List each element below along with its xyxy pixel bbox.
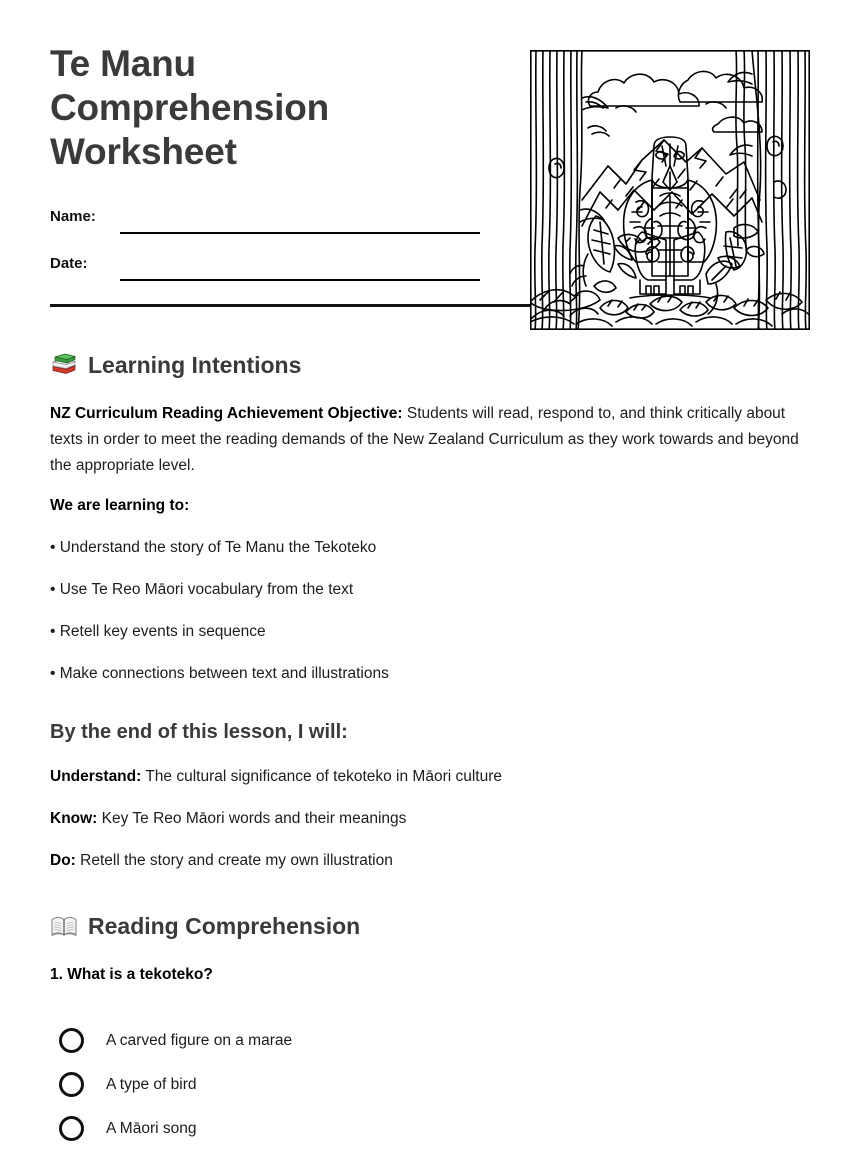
learning-bullet-3: • Retell key events in sequence xyxy=(50,623,266,640)
goal-do xyxy=(50,850,810,872)
question-1-text: 1. What is a tekoteko? xyxy=(50,966,213,983)
goal-do-text: Retell the story and create my own illustration xyxy=(80,852,393,869)
learning-bullet-2: • Use Te Reo Māori vocabulary from the text xyxy=(50,581,354,598)
question-1-option-1[interactable] xyxy=(50,1028,810,1053)
question-1-option-3[interactable] xyxy=(50,1116,810,1141)
goal-understand xyxy=(50,766,810,788)
learning-bullet-1: • Understand the story of Te Manu the Tekoteko xyxy=(50,539,377,556)
worksheet-header xyxy=(50,0,810,300)
question-1-option-1-label: A carved figure on a marae xyxy=(106,1031,293,1049)
goal-know-label: Know: xyxy=(50,810,98,827)
goal-do-label: Do: xyxy=(50,852,76,869)
goal-know-text: Key Te Reo Māori words and their meanings xyxy=(101,810,407,827)
name-field-label: Name: xyxy=(50,208,96,225)
section-heading-reading-comprehension xyxy=(50,912,810,940)
achievement-objective-label: NZ Curriculum Reading Achievement Objective: xyxy=(50,405,403,422)
goal-understand-label: Understand: xyxy=(50,768,142,785)
learning-bullet-4: • Make connections between text and illustrations xyxy=(50,665,389,682)
achievement-objective-text: Students will read, respond to, and think critically about texts in order to meet the reading demands of the New Zealand Curriculum as they work towards and beyond the appropriate level. xyxy=(50,405,799,474)
section-heading-learning-intentions xyxy=(50,351,810,379)
section-title-learning-intentions: Learning Intentions xyxy=(88,351,302,378)
we-are-learning-to-label: We are learning to: xyxy=(50,497,190,514)
books-icon xyxy=(50,351,78,379)
achievement-objective-paragraph xyxy=(50,401,810,479)
date-field-input[interactable] xyxy=(120,279,480,281)
open-book-icon xyxy=(50,912,78,940)
radio-button-icon[interactable] xyxy=(59,1116,84,1141)
name-field-row xyxy=(50,200,480,247)
lesson-goal-heading: By the end of this lesson, I will: xyxy=(50,721,348,743)
goal-know xyxy=(50,808,810,830)
question-1-option-2[interactable] xyxy=(50,1072,810,1097)
date-field-label: Date: xyxy=(50,255,88,272)
worksheet-content xyxy=(50,0,810,1160)
tekoteko-forest-illustration xyxy=(530,50,810,330)
date-field-row xyxy=(50,247,480,294)
question-1-option-2-label: A type of bird xyxy=(106,1075,197,1093)
page-title: Te Manu Comprehension Worksheet xyxy=(50,43,330,172)
radio-button-icon[interactable] xyxy=(59,1028,84,1053)
goal-understand-text: The cultural significance of tekoteko in Māori culture xyxy=(145,768,503,785)
name-field-input[interactable] xyxy=(120,232,480,234)
question-1-option-3-label: A Māori song xyxy=(106,1119,197,1137)
student-fields xyxy=(50,200,480,294)
radio-button-icon[interactable] xyxy=(59,1072,84,1097)
section-title-reading-comprehension: Reading Comprehension xyxy=(88,912,361,939)
